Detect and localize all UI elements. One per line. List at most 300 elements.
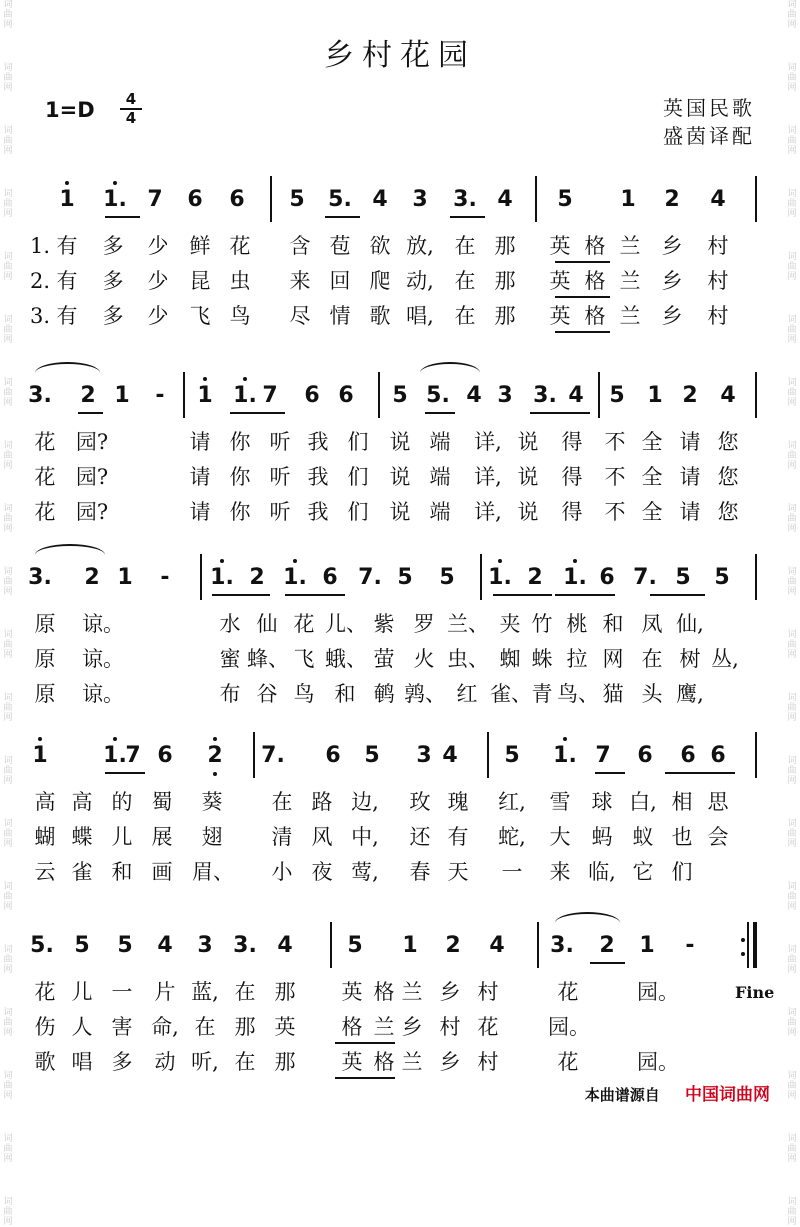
- lyric-syllable: 兰、: [447, 612, 489, 636]
- lyric-syllable: 水: [219, 612, 241, 636]
- lyric-syllable: 萤: [373, 647, 395, 671]
- lyric-syllable: 儿: [111, 825, 133, 849]
- lyric-syllable: 兰: [401, 1050, 423, 1074]
- bar-line: [755, 554, 757, 600]
- octave-dot: [113, 181, 117, 185]
- lyric-syllable: 天: [447, 860, 469, 884]
- lyric-underline: [555, 261, 610, 263]
- lyric-syllable: 含: [289, 234, 311, 258]
- watermark-text: 词曲网: [3, 1008, 13, 1038]
- bar-line: [330, 922, 332, 968]
- note: 6: [304, 383, 320, 408]
- lyric-syllable: 会: [707, 825, 729, 849]
- bar-line: [183, 372, 185, 418]
- note: 5: [347, 933, 363, 958]
- octave-dot: [213, 737, 217, 741]
- lyric-syllable: 花: [34, 430, 56, 454]
- lyric-syllable: 的: [111, 790, 133, 814]
- watermark-text: 词曲网: [787, 189, 797, 219]
- lyric-syllable: 我: [307, 500, 329, 524]
- note: 3.: [453, 187, 477, 212]
- lyric-syllable: 您: [717, 465, 739, 489]
- watermark-text: 词曲网: [787, 819, 797, 849]
- lyric-syllable: 得: [561, 465, 583, 489]
- lyric-syllable: 儿、: [325, 612, 367, 636]
- note: 1: [190, 378, 220, 414]
- lyric-syllable: 中,: [351, 825, 379, 849]
- note: 4: [372, 187, 388, 212]
- lyric-syllable: 园。: [637, 1050, 679, 1074]
- bar-line: [378, 372, 380, 418]
- lyric-syllable: 兰: [373, 1015, 395, 1039]
- note: 3: [497, 383, 513, 408]
- lyric-syllable: 花: [557, 980, 579, 1004]
- watermark-text: 词曲网: [787, 1134, 797, 1164]
- bar-line: [487, 732, 489, 778]
- octave-dot-low: [213, 772, 217, 776]
- lyric-syllable: 说: [389, 430, 411, 454]
- note: 5: [392, 383, 408, 408]
- lyric-syllable: 谅。: [82, 647, 124, 671]
- note: 4: [720, 383, 736, 408]
- lyric-syllable: 得: [561, 430, 583, 454]
- lyric-syllable: 原: [34, 682, 56, 706]
- bar-line: [270, 176, 272, 222]
- lyric-line: [0, 1046, 800, 1079]
- note: -: [155, 383, 165, 408]
- lyric-syllable: 格: [341, 1015, 363, 1039]
- watermark-text: 词曲网: [3, 945, 13, 975]
- lyric-syllable: 莺,: [351, 860, 379, 884]
- lyric-syllable: 全: [641, 500, 663, 524]
- note: 5: [504, 743, 520, 768]
- watermark-text: 词曲网: [3, 441, 13, 471]
- lyric-syllable: 请: [189, 500, 211, 524]
- note: 6: [157, 743, 173, 768]
- bar-line: [535, 176, 537, 222]
- lyric-syllable: 蛾、: [325, 647, 367, 671]
- lyric-syllable: 那: [234, 1015, 256, 1039]
- slur: [555, 912, 620, 934]
- lyric-syllable: 兰: [619, 269, 641, 293]
- note: 6: [599, 565, 615, 590]
- note: 5: [439, 565, 455, 590]
- watermark-text: 词曲网: [787, 1071, 797, 1101]
- note: -: [685, 933, 695, 958]
- lyric-syllable: 清: [271, 825, 293, 849]
- octave-dot: [293, 559, 297, 563]
- note: 4: [466, 383, 482, 408]
- site-name[interactable]: 中国词曲网: [685, 1085, 770, 1105]
- lyric-syllable: 谅。: [82, 612, 124, 636]
- beam-underline: [230, 412, 285, 414]
- lyric-syllable: 白,: [629, 790, 657, 814]
- lyric-syllable: 乡: [661, 269, 683, 293]
- beam-underline: [285, 594, 345, 596]
- lyric-syllable: 请: [189, 465, 211, 489]
- lyric-syllable: 全: [641, 430, 663, 454]
- lyric-syllable: 临,: [588, 860, 616, 884]
- lyric-syllable: 在: [454, 234, 476, 258]
- key-signature: 1=D: [45, 98, 95, 122]
- note: 6: [680, 743, 696, 768]
- lyric-syllable: 竹: [531, 612, 553, 636]
- lyric-syllable: 多: [102, 269, 124, 293]
- lyric-syllable: 风: [311, 825, 333, 849]
- lyric-syllable: 蜜: [219, 647, 241, 671]
- watermark-text: 词曲网: [787, 126, 797, 156]
- watermark-text: 词曲网: [3, 315, 13, 345]
- beam-underline: [212, 594, 270, 596]
- lyric-syllable: 兰: [619, 234, 641, 258]
- note: 2: [527, 565, 543, 590]
- lyric-syllable: 拉: [566, 647, 588, 671]
- note: 5: [675, 565, 691, 590]
- song-title: 乡村花园: [324, 38, 476, 73]
- bar-line: [755, 732, 757, 778]
- note-row: [0, 378, 800, 414]
- verse-number: 1.: [30, 234, 51, 258]
- lyric-syllable: 端: [429, 500, 451, 524]
- watermark-text: 词曲网: [3, 126, 13, 156]
- note: 5: [714, 565, 730, 590]
- lyric-syllable: 不: [604, 430, 626, 454]
- lyric-syllable: 在: [234, 1050, 256, 1074]
- lyric-syllable: 村: [477, 980, 499, 1004]
- note: 4: [157, 933, 173, 958]
- lyric-syllable: 乡: [439, 1050, 461, 1074]
- lyric-syllable: 鹑、: [404, 682, 446, 706]
- beam-underline: [325, 216, 360, 218]
- lyric-syllable: 展: [151, 825, 173, 849]
- note: 6: [338, 383, 354, 408]
- lyric-syllable: 鹌: [373, 682, 395, 706]
- watermark-text: 词曲网: [787, 504, 797, 534]
- note: 1.: [100, 182, 130, 218]
- lyric-line: [0, 643, 800, 676]
- lyric-syllable: 兰: [619, 304, 641, 328]
- lyric-syllable: 昆: [189, 269, 211, 293]
- lyric-syllable: 格: [373, 980, 395, 1004]
- lyric-syllable: 村: [707, 269, 729, 293]
- lyric-syllable: 来: [289, 269, 311, 293]
- lyric-syllable: 详,: [474, 465, 502, 489]
- lyric-syllable: 少: [147, 269, 169, 293]
- note: 7: [147, 187, 163, 212]
- lyric-syllable: 鸟: [293, 682, 315, 706]
- lyric-underline: [335, 1042, 395, 1044]
- lyric-syllable: 欲: [369, 234, 391, 258]
- lyric-syllable: 您: [717, 430, 739, 454]
- lyric-syllable: 格: [373, 1050, 395, 1074]
- lyric-syllable: 谷: [256, 682, 278, 706]
- lyric-syllable: 儿: [71, 980, 93, 1004]
- lyric-syllable: 蛇,: [498, 825, 526, 849]
- beam-underline: [105, 772, 145, 774]
- watermark-text: 词曲网: [3, 1134, 13, 1164]
- lyric-syllable: 飞: [293, 647, 315, 671]
- lyric-syllable: 不: [604, 465, 626, 489]
- lyric-underline: [555, 331, 610, 333]
- lyric-syllable: 情: [329, 304, 351, 328]
- watermark-text: 词曲网: [787, 756, 797, 786]
- time-signature-bottom: 4: [125, 109, 137, 127]
- lyric-syllable: 春: [409, 860, 431, 884]
- note: 6: [322, 565, 338, 590]
- note: 1: [25, 738, 55, 774]
- lyric-syllable: 一: [501, 860, 523, 884]
- lyric-syllable: 原: [34, 612, 56, 636]
- bar-line: [253, 732, 255, 778]
- lyric-syllable: 花: [477, 1015, 499, 1039]
- note: 1.: [485, 560, 515, 596]
- octave-dot: [38, 737, 42, 741]
- note: -: [160, 565, 170, 590]
- beam-underline: [590, 962, 625, 964]
- lyric-syllable: 相: [671, 790, 693, 814]
- note: 3.: [28, 565, 52, 590]
- lyric-syllable: 请: [679, 500, 701, 524]
- lyric-syllable: 动: [154, 1050, 176, 1074]
- lyric-syllable: 网: [602, 647, 624, 671]
- fine-marking: Fine: [735, 983, 775, 1002]
- verse-number: 2.: [30, 269, 51, 293]
- note: 5.: [30, 933, 54, 958]
- lyric-syllable: 鸟: [229, 304, 251, 328]
- note: 2: [249, 565, 265, 590]
- watermark-text: 词曲网: [3, 882, 13, 912]
- lyric-syllable: 蝴: [34, 825, 56, 849]
- lyric-syllable: 格: [584, 269, 606, 293]
- beam-underline: [78, 412, 103, 414]
- note-row: [0, 928, 800, 964]
- beam-underline: [650, 594, 705, 596]
- slur: [35, 362, 100, 384]
- lyric-syllable: 听,: [191, 1050, 219, 1074]
- lyric-syllable: 村: [439, 1015, 461, 1039]
- lyric-line: [0, 678, 800, 711]
- lyric-syllable: 有: [56, 269, 78, 293]
- note: 2: [445, 933, 461, 958]
- lyric-syllable: 请: [679, 465, 701, 489]
- note: 5: [364, 743, 380, 768]
- watermark-text: 词曲网: [3, 252, 13, 282]
- lyric-syllable: 高: [34, 790, 56, 814]
- lyric-syllable: 村: [477, 1050, 499, 1074]
- lyric-syllable: 蓝,: [191, 980, 219, 1004]
- note: 5.: [426, 383, 450, 408]
- lyric-syllable: 说: [517, 430, 539, 454]
- note: 5: [609, 383, 625, 408]
- lyric-syllable: 端: [429, 465, 451, 489]
- note: 4: [442, 743, 458, 768]
- lyric-syllable: 云: [34, 860, 56, 884]
- lyric-syllable: 你: [229, 465, 251, 489]
- lyric-syllable: 详,: [474, 430, 502, 454]
- lyric-syllable: 谅。: [82, 682, 124, 706]
- note: 3.: [533, 383, 557, 408]
- note: 3: [416, 743, 432, 768]
- beam-underline: [105, 216, 140, 218]
- lyric-syllable: 树: [679, 647, 701, 671]
- lyric-syllable: 花: [34, 500, 56, 524]
- watermark-text: 词曲网: [787, 378, 797, 408]
- watermark-text: 词曲网: [3, 1071, 13, 1101]
- note: 1: [620, 187, 636, 212]
- lyric-syllable: 眉、: [192, 860, 234, 884]
- note: 2: [80, 383, 96, 408]
- watermark-text: 词曲网: [3, 189, 13, 219]
- note: 6: [229, 187, 245, 212]
- lyric-line: [0, 976, 800, 1009]
- lyric-syllable: 们: [347, 430, 369, 454]
- final-bar-thick: [753, 922, 757, 968]
- lyric-syllable: 片: [154, 980, 176, 1004]
- octave-dot: [498, 559, 502, 563]
- lyric-syllable: 花: [293, 612, 315, 636]
- lyric-syllable: 原: [34, 647, 56, 671]
- watermark-text: 词曲网: [787, 1197, 797, 1227]
- slur: [420, 362, 480, 384]
- lyric-syllable: 蝶: [71, 825, 93, 849]
- watermark-text: 词曲网: [3, 819, 13, 849]
- lyric-syllable: 兰: [401, 980, 423, 1004]
- note: 1: [647, 383, 663, 408]
- lyric-syllable: 们: [347, 500, 369, 524]
- repeat-dot: [741, 952, 745, 956]
- lyric-syllable: 伤: [34, 1015, 56, 1039]
- lyric-syllable: 那: [274, 980, 296, 1004]
- lyric-syllable: 有: [56, 234, 78, 258]
- beam-underline: [530, 412, 590, 414]
- credit-translator: 盛茵译配: [663, 124, 755, 148]
- lyric-syllable: 球: [591, 790, 613, 814]
- lyric-syllable: 你: [229, 500, 251, 524]
- lyric-syllable: 一: [111, 980, 133, 1004]
- lyric-syllable: 英: [341, 980, 363, 1004]
- lyric-underline: [555, 296, 610, 298]
- lyric-syllable: 说: [517, 500, 539, 524]
- note: 3: [412, 187, 428, 212]
- lyric-syllable: 英: [549, 269, 571, 293]
- lyric-syllable: 玫: [409, 790, 431, 814]
- watermark-text: 词曲网: [3, 756, 13, 786]
- note: 5: [557, 187, 573, 212]
- bar-line: [755, 372, 757, 418]
- repeat-dot: [741, 938, 745, 942]
- octave-dot: [65, 181, 69, 185]
- lyric-line: [0, 230, 800, 263]
- lyric-syllable: 多: [111, 1050, 133, 1074]
- lyric-syllable: 放,: [406, 234, 434, 258]
- lyric-line: [0, 608, 800, 641]
- lyric-syllable: 请: [189, 430, 211, 454]
- bar-line: [755, 176, 757, 222]
- lyric-syllable: 少: [147, 234, 169, 258]
- lyric-syllable: 那: [274, 1050, 296, 1074]
- lyric-syllable: 村: [707, 304, 729, 328]
- lyric-syllable: 仙: [256, 612, 278, 636]
- note: 4: [489, 933, 505, 958]
- note: 1.: [280, 560, 310, 596]
- lyric-syllable: 格: [584, 234, 606, 258]
- lyric-syllable: 在: [454, 269, 476, 293]
- octave-dot: [563, 737, 567, 741]
- lyric-syllable: 鹰,: [676, 682, 704, 706]
- time-signature-top: 4: [125, 90, 137, 108]
- lyric-syllable: 花: [557, 1050, 579, 1074]
- lyric-syllable: 在: [234, 980, 256, 1004]
- note: 6: [637, 743, 653, 768]
- watermark-text: 词曲网: [787, 1008, 797, 1038]
- watermark-text: 词曲网: [787, 630, 797, 660]
- lyric-syllable: 园?: [75, 430, 109, 454]
- lyric-syllable: 乡: [661, 234, 683, 258]
- footer: [585, 1080, 770, 1105]
- lyric-syllable: 尽: [289, 304, 311, 328]
- credit-origin: 英国民歌: [663, 96, 755, 120]
- note: 7.: [633, 565, 657, 590]
- time-signature: [120, 92, 142, 126]
- beam-underline: [425, 412, 455, 414]
- watermark-text: 词曲网: [787, 315, 797, 345]
- lyric-syllable: 和: [602, 612, 624, 636]
- watermark-text: 词曲网: [3, 378, 13, 408]
- lyric-line: [0, 426, 800, 459]
- lyric-syllable: 唱,: [406, 304, 434, 328]
- note: 2: [682, 383, 698, 408]
- lyric-syllable: 飞: [189, 304, 211, 328]
- watermark-text: 词曲网: [787, 252, 797, 282]
- note: 7: [595, 743, 611, 768]
- lyric-syllable: 园?: [75, 500, 109, 524]
- lyric-syllable: 唱: [71, 1050, 93, 1074]
- lyric-underline: [335, 1077, 395, 1079]
- lyric-syllable: 我: [307, 430, 329, 454]
- note: 4: [568, 383, 584, 408]
- lyric-syllable: 命,: [151, 1015, 179, 1039]
- lyric-syllable: 鸟、: [557, 682, 599, 706]
- lyric-syllable: 红: [456, 682, 478, 706]
- lyric-syllable: 听: [269, 430, 291, 454]
- note-row: [0, 560, 800, 596]
- note: 5: [74, 933, 90, 958]
- final-bar-thin: [747, 922, 749, 968]
- lyric-syllable: 园。: [548, 1015, 590, 1039]
- verse-number: 3.: [30, 304, 51, 328]
- lyric-syllable: 丛,: [711, 647, 739, 671]
- lyric-syllable: 花: [34, 465, 56, 489]
- lyric-syllable: 请: [679, 430, 701, 454]
- bar-line: [480, 554, 482, 600]
- lyric-syllable: 我: [307, 465, 329, 489]
- note: 7.: [358, 565, 382, 590]
- lyric-syllable: 少: [147, 304, 169, 328]
- note: 3: [197, 933, 213, 958]
- note: 1: [114, 383, 130, 408]
- lyric-syllable: 在: [454, 304, 476, 328]
- note: 1: [52, 182, 82, 218]
- note: 1: [639, 933, 655, 958]
- watermark-text: 词曲网: [787, 567, 797, 597]
- bar-line: [537, 922, 539, 968]
- lyric-syllable: 村: [707, 234, 729, 258]
- lyric-syllable: 说: [389, 465, 411, 489]
- note: 2: [664, 187, 680, 212]
- lyric-syllable: 夜: [311, 860, 333, 884]
- lyric-line: [0, 300, 800, 333]
- octave-dot: [220, 559, 224, 563]
